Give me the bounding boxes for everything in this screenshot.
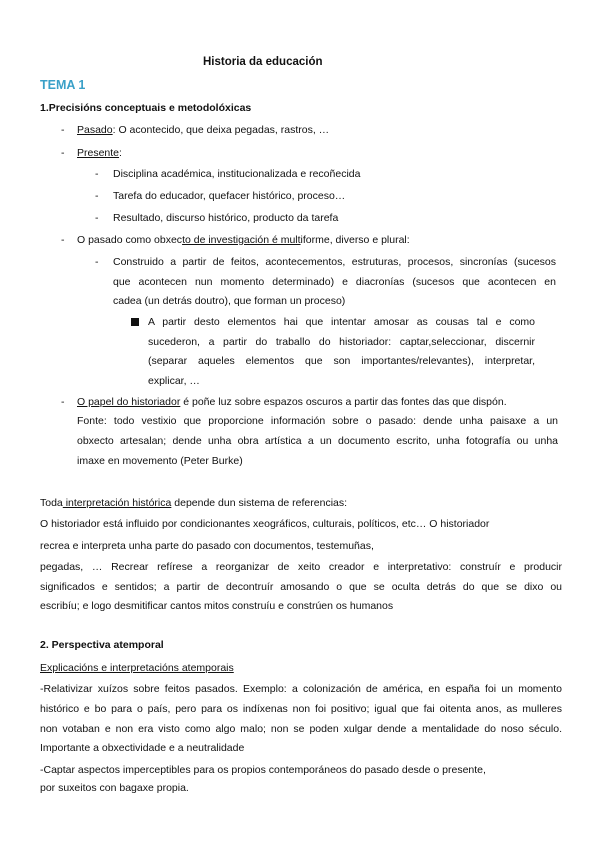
body-line: pegadas, … Recrear refírese a reorganizar de xeito creador e interpretativo: construír e producir: [40, 561, 562, 573]
presente-item: [77, 146, 122, 160]
body-line: -Relativizar xuízos sobre feitos pasados. Exemplo: a colonización de américa, en españa foi un momento: [40, 683, 562, 695]
construido-line: que acontecen nun momento determinado) e diacronías (sucesos que acontecen en: [113, 276, 556, 288]
section-2-heading: 2. Perspectiva atemporal: [40, 639, 164, 651]
page-title: Historia da educación: [203, 56, 323, 68]
body-line: non votaban e non era visto como algo malo; non se poden xulgar dende a mentalidade do noso século.: [40, 723, 562, 735]
obxecto-before: O pasado como obxec: [77, 234, 183, 246]
presente-colon: :: [119, 147, 122, 159]
dash-bullet: -: [95, 190, 99, 202]
body-line: por suxeitos con bagaxe propia.: [40, 782, 189, 794]
section-2-subheading: Explicacións e interpretacións atemporais: [40, 662, 234, 674]
body-line: -Captar aspectos imperceptibles para os propios contemporáneos do pasado desde o presente,: [40, 764, 486, 776]
toda-paragraph: [40, 496, 347, 510]
dash-bullet: -: [95, 168, 99, 180]
presente-term: Presente: [77, 147, 120, 159]
toda-term: interpretación histórica: [62, 497, 172, 509]
body-line: O historiador está influido por condicionantes xeográficos, culturais, políticos, etc… O historiador: [40, 518, 490, 530]
toda-before: Toda: [40, 497, 63, 509]
section-1-heading: [40, 101, 251, 115]
dash-bullet: -: [95, 256, 99, 268]
papel-term: O papel do historiador: [77, 396, 181, 408]
toda-after: depende dun sistema de referencias:: [171, 497, 348, 509]
presente-subitem: Disciplina académica, institucionalizada e recoñecida: [113, 168, 361, 180]
pasado-definition: : O acontecido, que deixa pegadas, rastros, …: [112, 124, 330, 136]
dash-bullet: -: [61, 147, 65, 159]
dash-bullet: -: [61, 234, 65, 246]
obxecto-item: [77, 233, 410, 247]
section-1-title: Precisións conceptuais e metodolóxicas: [48, 102, 252, 114]
section-tema: TEMA 1: [40, 78, 86, 92]
fonte-line: imaxe en movemento (Peter Burke): [77, 455, 243, 467]
pasado-item: [77, 123, 329, 137]
sub-line: A partir desto elementos hai que intentar amosar as cousas tal e como: [148, 316, 535, 328]
papel-rest: é poñe luz sobre espazos oscuros a partir das fontes das que dispón.: [180, 396, 507, 408]
body-line: Importante a obxectividade e a neutralidade: [40, 742, 245, 754]
presente-subitem: Tarefa do educador, quefacer histórico, proceso…: [113, 190, 346, 202]
obxecto-after: iforme, diverso e plural:: [300, 234, 410, 246]
dash-bullet: -: [95, 212, 99, 224]
presente-subitem: Resultado, discurso histórico, producto da tarefa: [113, 212, 339, 224]
dash-bullet: -: [61, 124, 65, 136]
fonte-line: obxecto artesalan; dende unha obra artística a un documento escrito, unha fotografía ou unha: [77, 435, 558, 447]
dash-bullet: -: [61, 396, 65, 408]
body-line: histórico e bo para o país, pero para os indíxenas non foi positivo; igual que fai oitenta anos, as mulleres: [40, 703, 562, 715]
construido-line: Construido a partir de feitos, acontecementos, estruturas, procesos, sincronías (sucesos: [113, 256, 556, 268]
section-1-number: 1.: [40, 102, 49, 114]
body-line: escribíu; e logo desmitificar cantos mitos construíu e constrúen os humanos: [40, 600, 394, 612]
sub-line: explicar, …: [148, 375, 200, 387]
sub-line: (separar aqueles elementos que son importantes/relevantes), interpretar,: [148, 355, 535, 367]
pasado-term: Pasado: [77, 124, 113, 136]
fonte-line: Fonte: todo vestixio que proporcione información sobre o pasado: dende unha paisaxe a un: [77, 415, 558, 427]
square-bullet-icon: [131, 318, 139, 326]
sub-line: sucederon, a partir do traballo do historiador: captar,seleccionar, discernir: [148, 336, 535, 348]
construido-line: cadea (un detrás doutro), que forman un proceso): [113, 295, 346, 307]
body-line: significados e sentidos; a partir de decontruír amosando o que se oculta detrás do que se dixo ou: [40, 581, 562, 593]
papel-item: [77, 395, 507, 409]
body-line: recrea e interpreta unha parte do pasado con documentos, testemuñas,: [40, 540, 374, 552]
obxecto-term: to de investigación é mult: [182, 234, 301, 246]
